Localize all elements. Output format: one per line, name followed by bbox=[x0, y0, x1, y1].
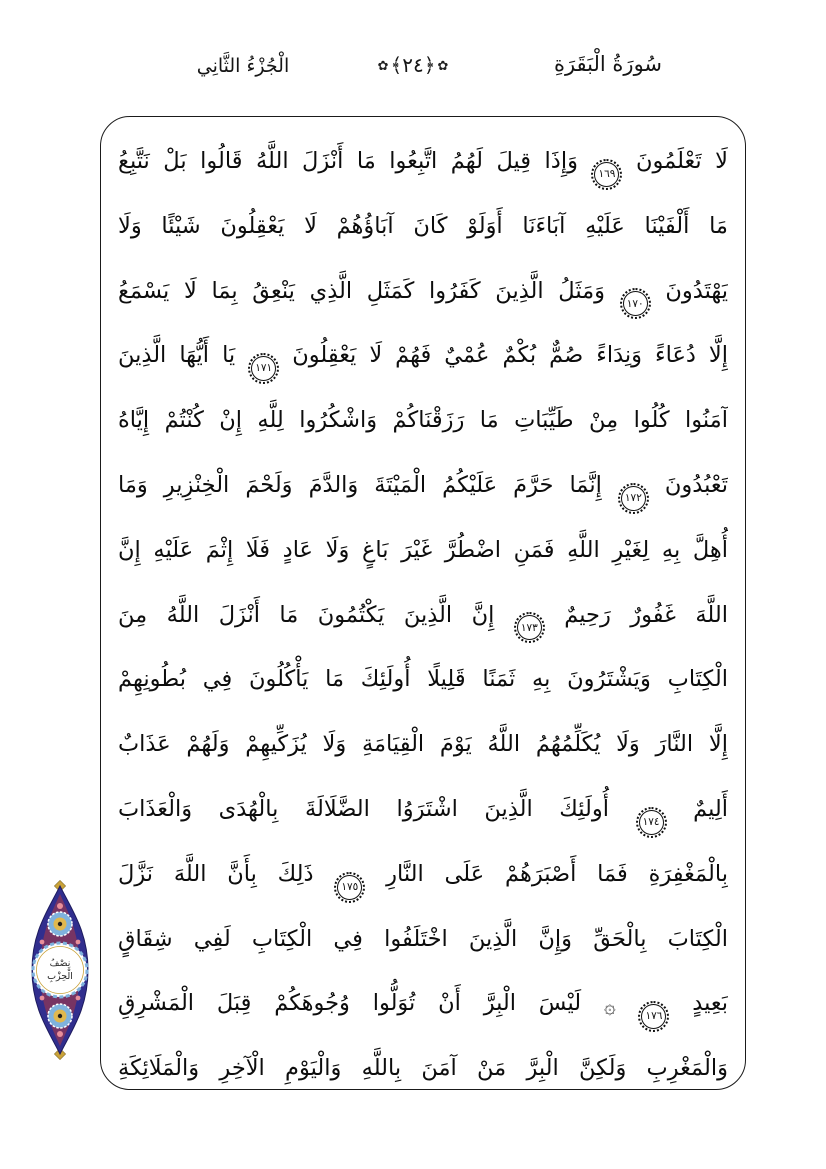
quran-line bbox=[118, 259, 728, 324]
quran-text-segment: مَا أَلْفَيْنَا عَلَيْهِ آبَاءَنَا أَوَلَوْ كَانَ آبَاؤُهُمْ لَا يَعْقِلُونَ شَيْئًا وَلَا bbox=[118, 212, 728, 239]
quran-text-segment: يَهْتَدُونَ bbox=[665, 277, 728, 304]
verse-number-medallion bbox=[248, 353, 279, 384]
verse-number: ١٧٥ bbox=[337, 875, 362, 900]
quran-page-border bbox=[100, 116, 746, 1090]
quran-text-segment: آمَنُوا كُلُوا مِنْ طَيِّبَاتِ مَا رَزَقْنَاكُمْ وَاشْكُرُوا لِلَّهِ إِنْ كُنْتُمْ إِيَّاهُ bbox=[118, 407, 728, 434]
quran-text-segment: وَإِذَا قِيلَ لَهُمُ اتَّبِعُوا مَا أَنْزَلَ اللَّهُ قَالُوا بَلْ نَتَّبِعُ bbox=[118, 148, 578, 174]
verse-number-medallion bbox=[334, 872, 365, 903]
quran-text-segment: إِلَّا دُعَاءً وَنِدَاءً صُمٌّ بُكْمٌ عُمْيٌ فَهُمْ لَا يَعْقِلُونَ bbox=[292, 342, 728, 369]
quran-text-segment: وَالْمَغْرِبِ وَلَكِنَّ الْبِرَّ مَنْ آمَنَ بِاللَّهِ وَالْيَوْمِ الْآخِرِ وَالْمَلَائِكَةِ bbox=[118, 1055, 728, 1082]
juz-title: الْجُزْءُ الثَّانِي bbox=[196, 55, 290, 77]
quran-line bbox=[118, 712, 728, 777]
ornament-center-circle bbox=[33, 943, 87, 997]
quran-text-segment: إِنَّ الَّذِينَ يَكْتُمُونَ مَا أَنْزَلَ اللَّهُ مِنَ bbox=[118, 601, 495, 628]
hizb-ornament bbox=[26, 880, 94, 1060]
quran-text-segment: اللَّهَ غَفُورٌ رَحِيمٌ bbox=[564, 601, 728, 628]
quran-line bbox=[118, 453, 728, 518]
verse-number: ١٧٤ bbox=[639, 810, 664, 835]
quran-line bbox=[118, 842, 728, 907]
rosette-icon: ✿ bbox=[437, 59, 449, 74]
verse-number: ١٧٣ bbox=[517, 615, 542, 640]
page-number-value: ﴿٢٤﴾ bbox=[390, 53, 436, 77]
quran-line bbox=[118, 129, 728, 194]
quran-line bbox=[118, 518, 728, 583]
quran-line bbox=[118, 323, 728, 388]
verse-number: ١٦٩ bbox=[594, 162, 619, 187]
quran-line bbox=[118, 907, 728, 972]
quran-text-segment: لَا تَعْلَمُونَ bbox=[635, 148, 728, 174]
verse-number-medallion bbox=[620, 288, 651, 319]
verse-number: ١٧٢ bbox=[621, 486, 646, 511]
quran-text-segment: أَلِيمٌ bbox=[693, 795, 728, 822]
quran-text-segment: إِلَّا النَّارَ وَلَا يُكَلِّمُهُمُ اللَّهُ يَوْمَ الْقِيَامَةِ وَلَا يُزَكِّيهِمْ وَلَهُمْ عَذَابٌ bbox=[118, 731, 728, 758]
verse-number-medallion bbox=[638, 1001, 669, 1032]
quran-line bbox=[118, 583, 728, 648]
hizb-ornament-label-bottom: الْحِزْبِ bbox=[47, 971, 73, 982]
quran-line bbox=[118, 777, 728, 842]
surah-title: سُورَةُ الْبَقَرَةِ bbox=[553, 52, 663, 76]
quran-text-segment: أُهِلَّ بِهِ لِغَيْرِ اللَّهِ فَمَنِ اضْطُرَّ غَيْرَ بَاغٍ وَلَا عَادٍ فَلَا إِثْمَ عَلَيْهِ إِنَّ bbox=[118, 536, 728, 563]
quran-line bbox=[118, 647, 728, 712]
quran-text-segment: إِنَّمَا حَرَّمَ عَلَيْكُمُ الْمَيْتَةَ وَالدَّمَ وَلَحْمَ الْخِنْزِيرِ وَمَا bbox=[118, 471, 602, 498]
verse-number: ١٧٠ bbox=[623, 291, 648, 316]
quran-text-segment: الْكِتَابِ وَيَشْتَرُونَ بِهِ ثَمَنًا قَلِيلًا أُولَئِكَ مَا يَأْكُلُونَ فِي بُطُونِهِمْ bbox=[118, 666, 728, 693]
quran-text-segment: أُولَئِكَ الَّذِينَ اشْتَرَوُا الضَّلَالَةَ بِالْهُدَى وَالْعَذَابَ bbox=[118, 795, 610, 822]
verse-number: ١٧١ bbox=[251, 356, 276, 381]
verse-number-medallion bbox=[591, 159, 622, 190]
rub-el-hizb-icon: ۞ bbox=[603, 994, 616, 1019]
verse-number: ١٧٦ bbox=[641, 1004, 666, 1029]
rosette-icon: ✿ bbox=[377, 59, 389, 74]
verse-number-medallion bbox=[514, 612, 545, 643]
verse-number-medallion bbox=[636, 807, 667, 838]
quran-text-segment: بِالْمَغْفِرَةِ فَمَا أَصْبَرَهُمْ عَلَى النَّارِ bbox=[386, 860, 728, 887]
page-number bbox=[0, 53, 826, 77]
quran-text-segment: ذَلِكَ بِأَنَّ اللَّهَ نَزَّلَ bbox=[118, 860, 314, 887]
quran-text-segment: تَعْبُدُونَ bbox=[664, 471, 728, 498]
page-header bbox=[0, 0, 826, 110]
hizb-ornament-label-top: نِصْفُ bbox=[49, 958, 71, 969]
quran-text-segment: بَعِيدٍ bbox=[692, 990, 728, 1017]
quran-line bbox=[118, 1036, 728, 1101]
quran-line bbox=[118, 388, 728, 453]
quran-text-segment: لَيْسَ الْبِرَّ أَنْ تُوَلُّوا وُجُوهَكُمْ قِبَلَ الْمَشْرِقِ bbox=[118, 990, 582, 1017]
quran-text bbox=[118, 129, 728, 1082]
quran-line bbox=[118, 971, 728, 1036]
quran-text-segment: يَا أَيُّهَا الَّذِينَ bbox=[118, 342, 236, 369]
quran-line bbox=[118, 194, 728, 259]
quran-text-segment: وَمَثَلُ الَّذِينَ كَفَرُوا كَمَثَلِ الَّذِي يَنْعِقُ بِمَا لَا يَسْمَعُ bbox=[118, 277, 606, 304]
quran-text-segment: الْكِتَابَ بِالْحَقِّ وَإِنَّ الَّذِينَ اخْتَلَفُوا فِي الْكِتَابِ لَفِي شِقَاقٍ bbox=[118, 925, 728, 952]
verse-number-medallion bbox=[618, 483, 649, 514]
